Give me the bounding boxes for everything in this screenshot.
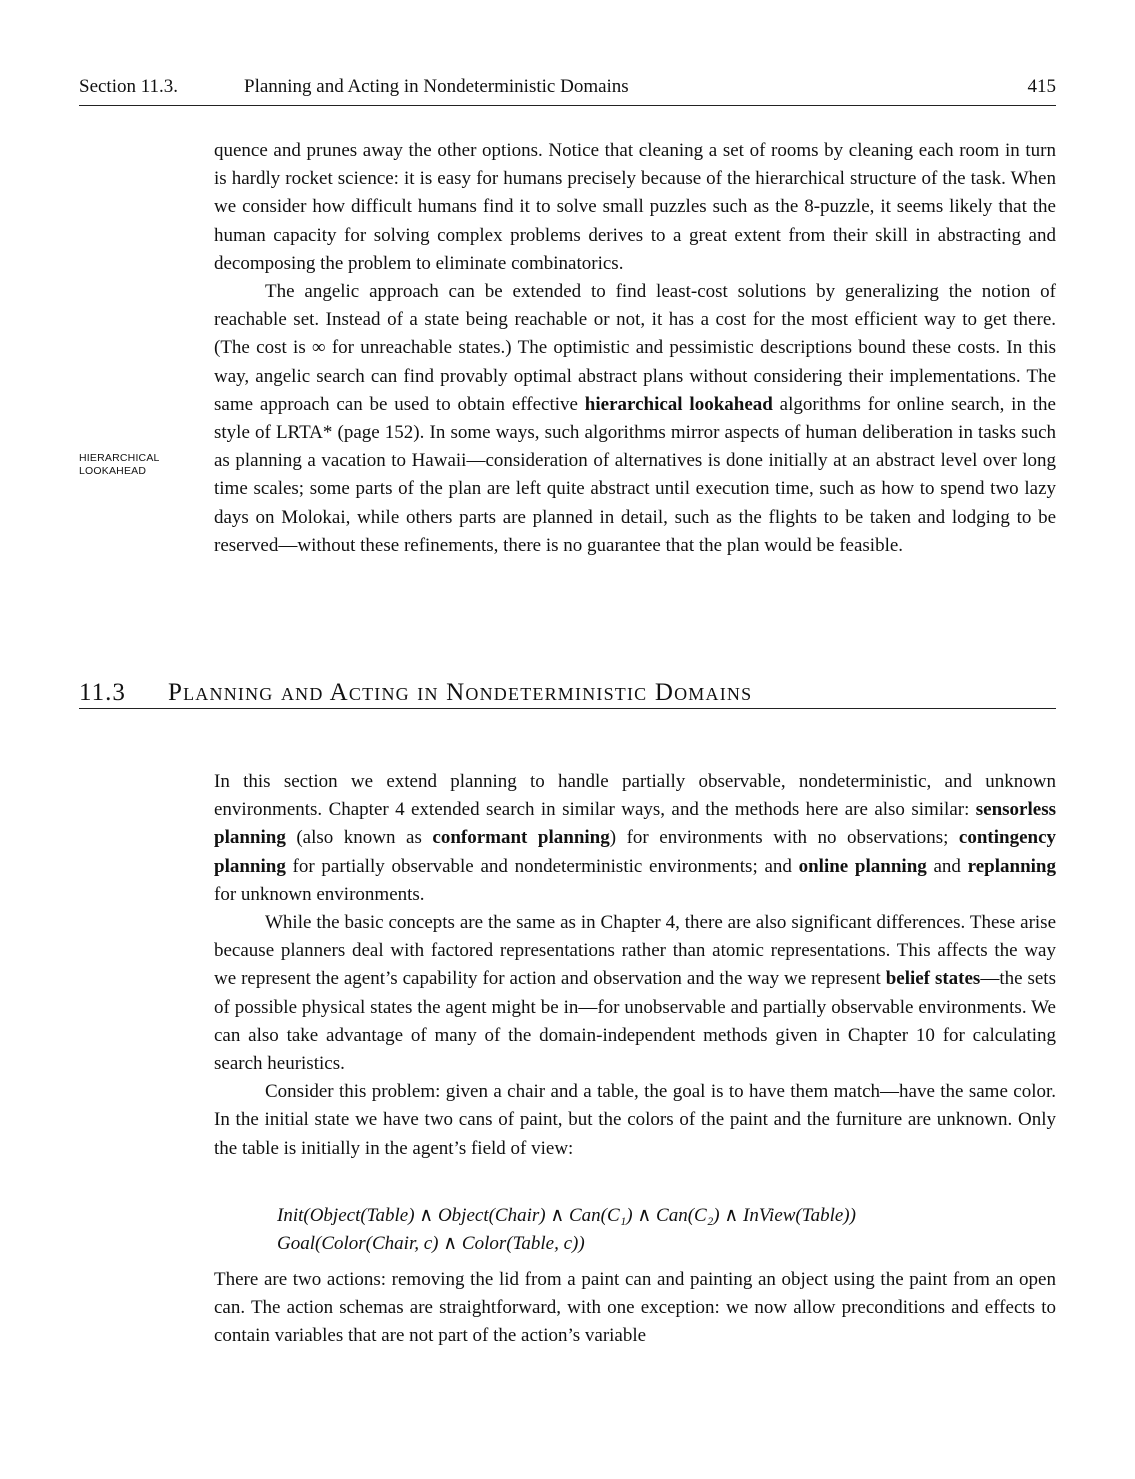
paragraph: While the basic concepts are the same as in Chapter 4, there are also significant differences. These arise because planners deal with factored representations rather than atomic representations. This affects the way we represent the agent’s capability for action and observation and the way we represent belief states—the sets of possible physical states the agent might be in—for unobservable and partially observable environments. We can also take advantage of many of the domain-independent methods given in Chapter 10 for calculating search heuristics.	[214, 912, 1056, 1075]
header-title: Planning and Acting in Nondeterministic Domains	[244, 76, 629, 97]
paragraph: Consider this problem: given a chair and a table, the goal is to have them match—have the same color. In the initial state we have two cans of paint, but the colors of the paint and the furniture are unknown. Only the table is initially in the agent’s field of view:	[214, 1081, 1056, 1159]
term-replanning: replanning	[967, 855, 1056, 877]
formula-init: Init(Object(Table) ∧ Object(Chair) ∧ Can(C₁) ∧ Can(C₂) ∧ InView(Table))	[277, 1205, 856, 1226]
paragraph: There are two actions: removing the lid from a paint can and painting an object using the paint from an open can. The action schemas are straightforward, with one exception: we now allow preconditions and effects to contain variables that are not part of the action’s variable	[214, 1269, 1056, 1347]
formula-goal: Goal(Color(Chair, c) ∧ Color(Table, c))	[277, 1233, 585, 1254]
header-section-label: Section 11.3.	[79, 76, 179, 97]
paragraph: The angelic approach can be extended to find least-cost solutions by generalizing the notion of reachable set. Instead of a state being reachable or not, it has a cost for the most efficient way to get there. (The cost is ∞ for unreachable states.) The optimistic and pessimistic descriptions bound these costs. In this way, angelic search can find provably optimal abstract plans without considering their implementations. The same approach can be used to obtain effective hierarchical lookahead algorithms for online search, in the style of LRTA* (page 152). In some ways, such algorithms mirror aspects of human deliberation in tasks such as planning a vacation to Hawaii—consideration of alternatives is done initially at an abstract level over long time scales; some parts of the plan are left quite abstract until execution time, such as how to spend two lazy days on Molokai, while others parts are planned in detail, such as the flights to be taken and lodging to be reserved—without these refinements, there is no guarantee that the plan would be feasible.	[214, 281, 1056, 556]
term-online-planning: online planning	[798, 855, 927, 877]
text-block-top	[214, 137, 1056, 560]
text-block-bottom	[214, 1266, 1056, 1351]
paragraph: In this section we extend planning to handle partially observable, nondeterministic, and unknown environments. Chapter 4 extended search in similar ways, and the methods here are also similar: sensorless planning (also known as conformant planning) for environments with no observations; contingency planning for partially observable and nondeterministic environments; and online planning and replanning for unknown environments.	[214, 771, 1056, 905]
term-belief-states: belief states	[885, 968, 981, 990]
section-heading	[79, 677, 1056, 709]
section-number: 11.3	[79, 679, 126, 706]
page-number: 415	[1027, 76, 1056, 97]
paragraph: quence and prunes away the other options. Notice that cleaning a set of rooms by cleaning each room in turn is hardly rocket science: it is easy for humans precisely because of the hierarchical structure of the task. When we consider how difficult humans find it to solve small puzzles such as the 8-puzzle, it seems likely that the human capacity for solving complex problems derives to a great extent from their skill in abstracting and decomposing the problem to eliminate combinatorics.	[214, 140, 1056, 274]
section-title: Planning and Acting in Nondeterministic Domains	[168, 679, 753, 706]
term-contingency-planning: contingency planning	[214, 827, 1056, 877]
running-header	[79, 74, 1056, 106]
margin-note: HIERARCHICAL LOOKAHEAD	[79, 452, 160, 477]
term-hierarchical-lookahead: hierarchical lookahead	[584, 393, 773, 415]
term-conformant-planning: conformant planning	[432, 827, 610, 849]
term-sensorless-planning: sensorless planning	[214, 799, 1056, 849]
text-block-section	[214, 768, 1056, 1163]
